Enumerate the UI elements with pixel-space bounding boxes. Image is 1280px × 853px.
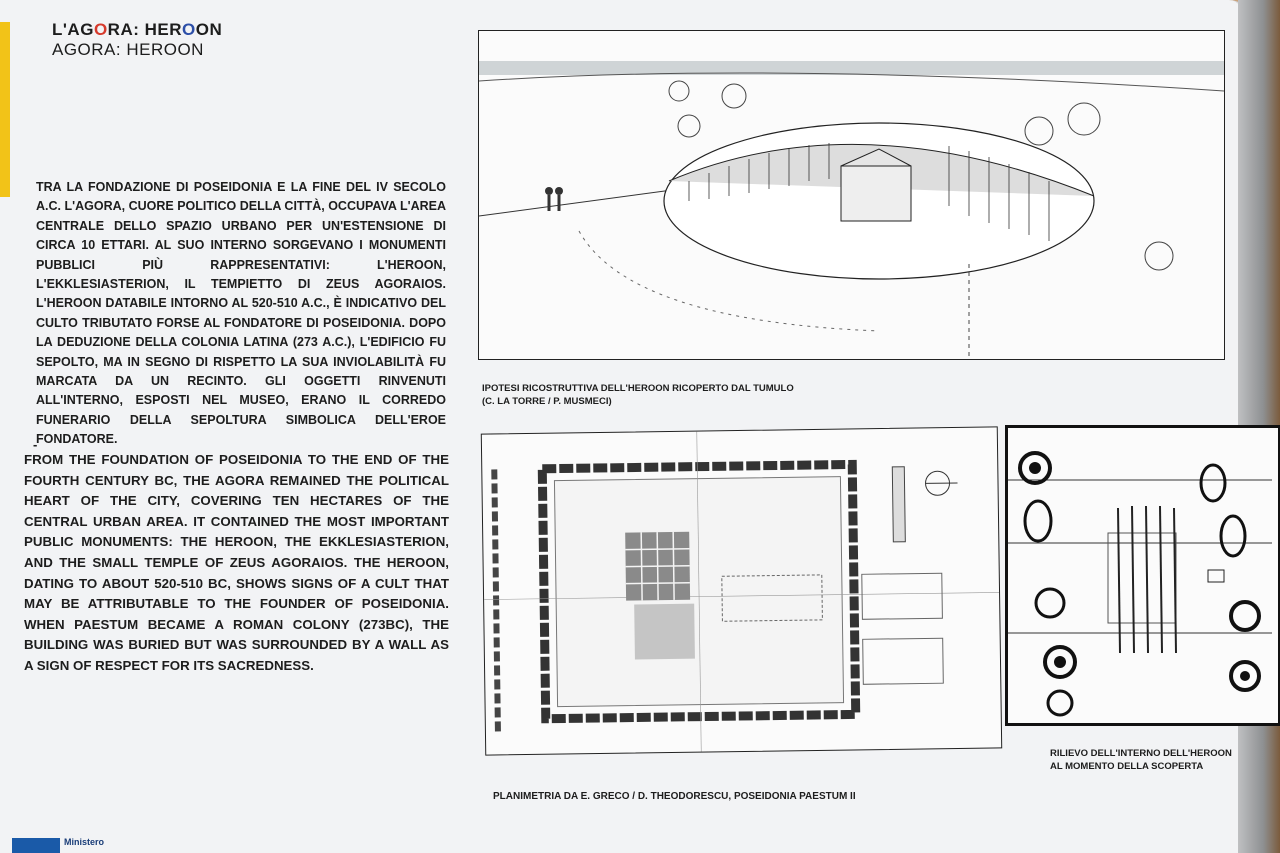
plan-caption: PLANIMETRIA DA E. GRECO / D. THEODORESCU, POSEIDONIA PAESTUM II	[493, 791, 856, 802]
relief-drawing	[1005, 425, 1280, 726]
panel-title: L'AGORA: HEROON	[52, 20, 223, 39]
title-blue-o: O	[182, 20, 196, 39]
ministry-label: Ministero	[64, 837, 105, 847]
floor-plan-drawing	[481, 426, 1002, 755]
ministry-logo	[12, 838, 60, 853]
italian-text: TRA LA FONDAZIONE DI POSEIDONIA E LA FINE DEL IV SECOLO A.C. L'AGORA, CUORE POLITICO DELLA CITTÀ, OCCUPAVA L'AREA CENTRALE DELLO SPAZIO URBANO PER UN'ESTENSIONE DI CIRCA 10 ETTARI. AL SUO INTERNO SORGEVANO I MONUMENTI PUBBLICI PIÙ RAPPRESENTATIVI: L'HEROON, L'EKKLESIASTERION, IL TEMPIETTO DI ZEUS AGORAIOS. L'HEROON DATABILE INTORNO AL 520-510 A.C., È INDICATIVO DEL CULTO TRIBUTATO FORSE AL FONDATORE DI POSEIDONIA. DOPO LA DEDUZIONE DELLA COLONIA LATINA (273 A.C.), L'EDIFICIO FU SEPOLTO, MA IN SEGNO DI RISPETTO LA SUA INVIOLABILITÀ FU MARCATA DA UN RECINTO. GLI OGGETTI RINVENUTI ALL'INTERNO, ESPOSTI NEL MUSEO, ERANO IL CORREDO FUNERARIO DELLA SEPOLTURA SIMBOLICA DELL'EROE FONDATORE.	[36, 180, 446, 447]
reconstruction-caption: IPOTESI RICOSTRUTTIVA DELL'HEROON RICOPERTO DAL TUMULO (C. LA TORRE / P. MUSMECI)	[482, 383, 794, 407]
reconstruction-drawing	[478, 30, 1225, 360]
title-red-o: O	[93, 20, 108, 39]
panel-subtitle: AGORA: HEROON	[52, 40, 204, 59]
yellow-stripe	[0, 22, 10, 197]
language-separator: -	[33, 437, 38, 452]
relief-caption: RILIEVO DELL'INTERNO DELL'HEROON AL MOMENTO DELLA SCOPERTA	[1050, 748, 1232, 772]
english-text: FROM THE FOUNDATION OF POSEIDONIA TO THE END OF THE FOURTH CENTURY BC, THE AGORA REMAINED THE POLITICAL HEART OF THE CITY, COVERING TEN HECTARES OF THE CENTRAL URBAN AREA. IT CONTAINED THE MOST IMPORTANT PUBLIC MONUMENTS: THE HEROON, THE EKKLESIASTERION, AND THE SMALL TEMPLE OF ZEUS AGORAIOS. THE HEROON, DATING TO ABOUT 520-510 BC, SHOWS SIGNS OF A CULT THAT MAY BE ATTRIBUTABLE TO THE FOUNDER OF POSEIDONIA. WHEN PAESTUM BECAME A ROMAN COLONY (273BC), THE BUILDING WAS BURIED BUT WAS SURROUNDED BY A WALL AS A SIGN OF RESPECT FOR ITS SACREDNESS.	[24, 452, 449, 673]
